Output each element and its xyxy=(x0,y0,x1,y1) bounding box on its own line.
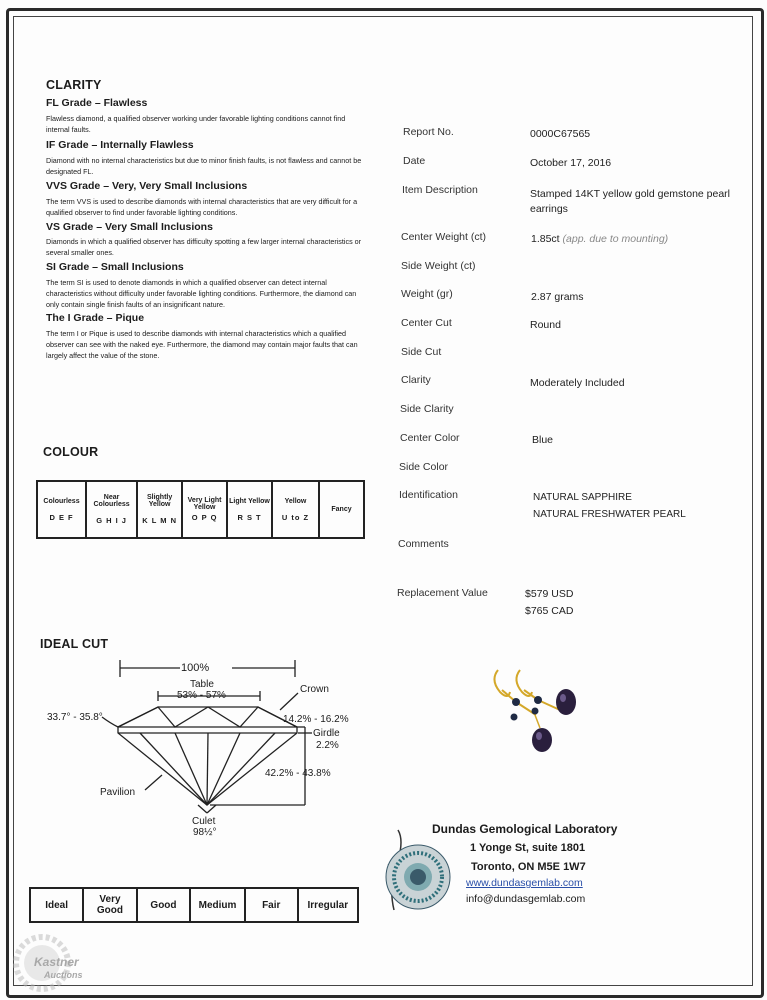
center-weight-note: (app. due to mounting) xyxy=(562,233,669,245)
replacement-value-usd: $579 USD xyxy=(525,588,574,600)
cut-table-title: Table xyxy=(190,679,214,690)
clarity-grade-desc: The term SI is used to denote diamonds in which a qualified observer can detect internal characteristics without difficulty under favorable lighting conditions. Furthermore, the diamond can only contain single finish faults of an insignificant nature. xyxy=(46,278,357,309)
watermark-line2: Auctions xyxy=(44,970,83,980)
colour-code: O P Q xyxy=(191,513,218,522)
cut-culet-angle: 98½° xyxy=(193,827,217,838)
colour-cell-fancy xyxy=(319,481,364,538)
report-label: Weight (gr) xyxy=(401,288,453,300)
report-label: Clarity xyxy=(401,374,431,386)
clarity-grade-title: IF Grade – Internally Flawless xyxy=(46,139,194,151)
colour-cell xyxy=(272,481,319,538)
cut-girdle-value: 2.2% xyxy=(316,740,339,751)
clarity-grade-title: The I Grade – Pique xyxy=(46,312,145,324)
clarity-grade-desc: Diamonds in which a qualified observer has difficulty spotting a few larger internal characteristics or several smaller ones. xyxy=(46,237,362,257)
cut-pavilion-label: Pavilion xyxy=(100,787,136,798)
clarity-grade-desc: The term VVS is used to describe diamonds with internal characteristics that are very difficult for a qualified observer to find under favorable lighting conditions. xyxy=(46,197,358,217)
report-label: Identification xyxy=(399,489,458,501)
colour-name: Light Yellow xyxy=(229,497,270,505)
report-label: Side Weight (ct) xyxy=(401,260,476,272)
cut-grade-cell: Very Good xyxy=(83,888,137,922)
clarity-value: Moderately Included xyxy=(530,377,625,389)
report-label: Side Cut xyxy=(401,346,442,358)
center-cut: Round xyxy=(530,319,561,331)
colour-name: Yellow xyxy=(284,497,307,505)
cut-crown-label: Crown xyxy=(300,684,329,695)
report-label: Item Description xyxy=(402,184,478,196)
report-label: Replacement Value xyxy=(397,587,488,599)
cut-grade-cell: Fair xyxy=(245,888,298,922)
colour-code: D E F xyxy=(49,512,74,522)
lab-website-link[interactable]: www.dundasgemlab.com xyxy=(466,877,583,889)
colour-name: Near Colourless xyxy=(93,494,130,508)
colour-code: K L M N xyxy=(142,516,177,525)
cut-girdle-label: Girdle xyxy=(313,728,340,739)
ideal-cut-heading: IDEAL CUT xyxy=(40,637,109,651)
colour-heading: COLOUR xyxy=(43,445,99,459)
colour-name: Fancy xyxy=(331,506,352,513)
clarity-grade-title: SI Grade – Small Inclusions xyxy=(46,261,184,273)
center-weight xyxy=(531,233,668,245)
item-description: Stamped 14KT yellow gold gemstone pearl earrings xyxy=(530,188,731,215)
clarity-grade-desc: Flawless diamond, a qualified observer working under favorable lighting conditions cannot find internal faults. xyxy=(46,114,346,134)
lab-name: Dundas Gemological Laboratory xyxy=(432,822,618,836)
report-label: Side Color xyxy=(399,461,449,473)
lab-hologram-seal xyxy=(378,825,458,920)
colour-code: U to Z xyxy=(281,512,310,522)
report-label: Report No. xyxy=(403,126,454,138)
center-weight-value: 1.85ct xyxy=(531,233,560,245)
report-label: Center Color xyxy=(400,432,460,444)
lab-address-1: 1 Yonge St, suite 1801 xyxy=(470,842,586,854)
lab-address-2: Toronto, ON M5E 1W7 xyxy=(471,861,586,873)
identification-2: NATURAL FRESHWATER PEARL xyxy=(533,509,686,520)
report-label: Date xyxy=(403,155,426,167)
report-label: Center Cut xyxy=(401,317,452,329)
colour-code: R S T xyxy=(237,512,262,522)
cut-grade-cell: Medium xyxy=(190,888,245,922)
clarity-heading: CLARITY xyxy=(46,78,102,92)
cut-grade-table xyxy=(29,887,359,923)
colour-scale-table xyxy=(36,480,365,539)
clarity-grade-title: FL Grade – Flawless xyxy=(46,97,148,109)
colour-code: G H I J xyxy=(96,516,127,525)
cut-culet-label: Culet xyxy=(192,816,216,827)
cut-crown-angle: 33.7° - 35.8° xyxy=(47,712,103,723)
colour-cell xyxy=(182,481,227,538)
colour-cell xyxy=(137,481,182,538)
identification-1: NATURAL SAPPHIRE xyxy=(533,492,632,503)
report-label: Comments xyxy=(398,538,449,550)
colour-name: Slightly Yellow xyxy=(146,494,173,508)
cut-grade-cell: Irregular xyxy=(298,888,358,922)
weight-grams: 2.87 grams xyxy=(531,291,584,303)
clarity-grade-title: VVS Grade – Very, Very Small Inclusions xyxy=(46,180,248,192)
clarity-grade-desc: Diamond with no internal characteristics but due to minor finish faults, is not flawless and cannot be designated FL. xyxy=(46,156,362,176)
replacement-value-cad: $765 CAD xyxy=(525,605,574,617)
colour-name: Very Light Yellow xyxy=(187,497,222,511)
center-color: Blue xyxy=(532,434,554,446)
cut-grade-cell: Good xyxy=(137,888,191,922)
colour-cell xyxy=(37,481,86,538)
earrings-photo xyxy=(478,660,588,770)
cut-total-label: 100% xyxy=(181,662,210,674)
report-label: Center Weight (ct) xyxy=(401,231,486,243)
cut-grade-cell: Ideal xyxy=(30,888,83,922)
clarity-grade-title: VS Grade – Very Small Inclusions xyxy=(46,221,213,233)
report-number: 0000C67565 xyxy=(530,128,591,140)
cut-crown-height: 14.2% - 16.2% xyxy=(283,714,349,725)
report-date: October 17, 2016 xyxy=(530,157,612,169)
colour-cell xyxy=(86,481,137,538)
report-label: Side Clarity xyxy=(400,403,454,415)
colour-name: Colourless xyxy=(43,497,80,505)
colour-cell xyxy=(227,481,272,538)
cut-table-range: 53% - 57% xyxy=(177,690,226,701)
lab-email: info@dundasgemlab.com xyxy=(466,893,586,905)
cut-pavilion-depth: 42.2% - 43.8% xyxy=(265,768,331,779)
clarity-grade-desc: The term I or Pique is used to describe diamonds with internal characteristics which a qualified observer can see with the naked eye. Furthermore, the diamond may contain major faults that can largely affect the value of the stone. xyxy=(46,329,358,360)
watermark-line1: Kastner xyxy=(34,955,79,969)
